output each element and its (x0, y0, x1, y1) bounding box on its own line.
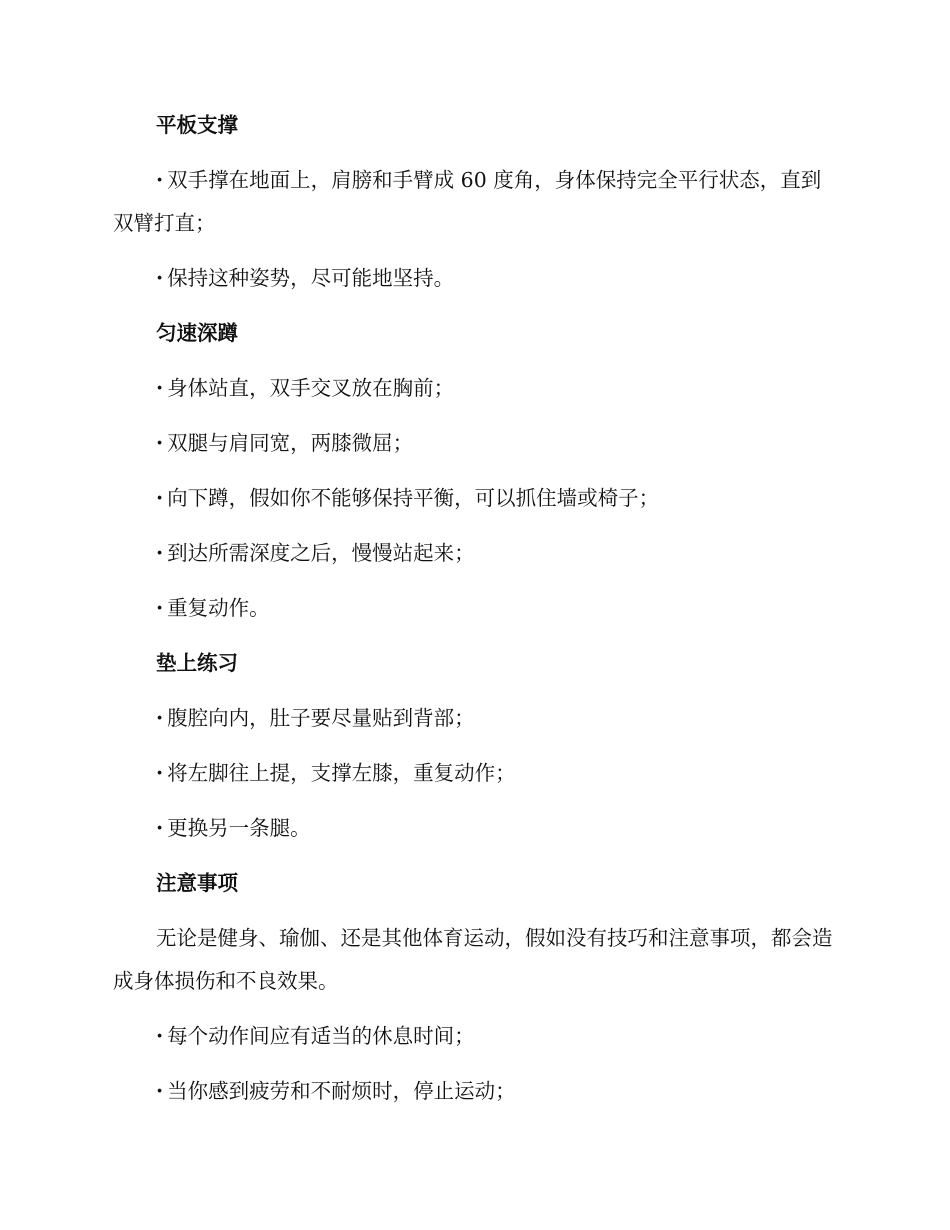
squat-step-2 (113, 422, 833, 465)
bullet-mark: · (156, 816, 164, 840)
bullet-text: 身体站直，双手交叉放在胸前； (167, 376, 455, 400)
plank-step-2 (113, 257, 833, 300)
bullet-text: 当你感到疲劳和不耐烦时，停止运动； (167, 1079, 516, 1103)
notes-item-1 (113, 1015, 833, 1058)
notes-intro: 无论是健身、瑜伽、还是其他体育运动，假如没有技巧和注意事项，都会造成身体损伤和不良效果。 (113, 926, 833, 993)
document-content (113, 104, 833, 1125)
bullet-mark: · (156, 761, 164, 785)
heading-plank: 平板支撑 (156, 113, 238, 137)
bullet-mark: · (156, 168, 164, 192)
mat-step-2 (113, 752, 833, 795)
bullet-mark: · (156, 1079, 164, 1103)
bullet-mark: · (156, 431, 164, 455)
squat-step-3 (113, 477, 833, 520)
bullet-text: 重复动作。 (167, 596, 270, 620)
squat-step-4 (113, 532, 833, 575)
bullet-text: 到达所需深度之后，慢慢站起来； (167, 541, 475, 565)
heading-mat: 垫上练习 (156, 651, 238, 675)
bullet-text: 双手撑在地面上，肩膀和手臂成 60 度角，身体保持完全平行状态，直到双臂打直； (113, 168, 822, 235)
heading-notes: 注意事项 (156, 871, 238, 895)
squat-step-5 (113, 587, 833, 630)
notes-item-2 (113, 1070, 833, 1113)
bullet-mark: · (156, 266, 164, 290)
plank-step-1 (113, 159, 833, 245)
bullet-text: 每个动作间应有适当的休息时间； (167, 1024, 475, 1048)
heading-squat: 匀速深蹲 (156, 321, 238, 345)
mat-step-1 (113, 697, 833, 740)
bullet-text: 将左脚往上提，支撑左膝，重复动作； (167, 761, 516, 785)
bullet-mark: · (156, 541, 164, 565)
bullet-text: 保持这种姿势，尽可能地坚持。 (167, 266, 455, 290)
mat-step-3 (113, 807, 833, 850)
bullet-mark: · (156, 706, 164, 730)
bullet-text: 双腿与肩同宽，两膝微屈； (167, 431, 414, 455)
bullet-mark: · (156, 1024, 164, 1048)
bullet-text: 腹腔向内，肚子要尽量贴到背部； (167, 706, 475, 730)
bullet-text: 更换另一条腿。 (167, 816, 311, 840)
bullet-text: 向下蹲，假如你不能够保持平衡，可以抓住墙或椅子； (167, 486, 660, 510)
bullet-mark: · (156, 376, 164, 400)
bullet-mark: · (156, 486, 164, 510)
bullet-mark: · (156, 596, 164, 620)
squat-step-1 (113, 367, 833, 410)
